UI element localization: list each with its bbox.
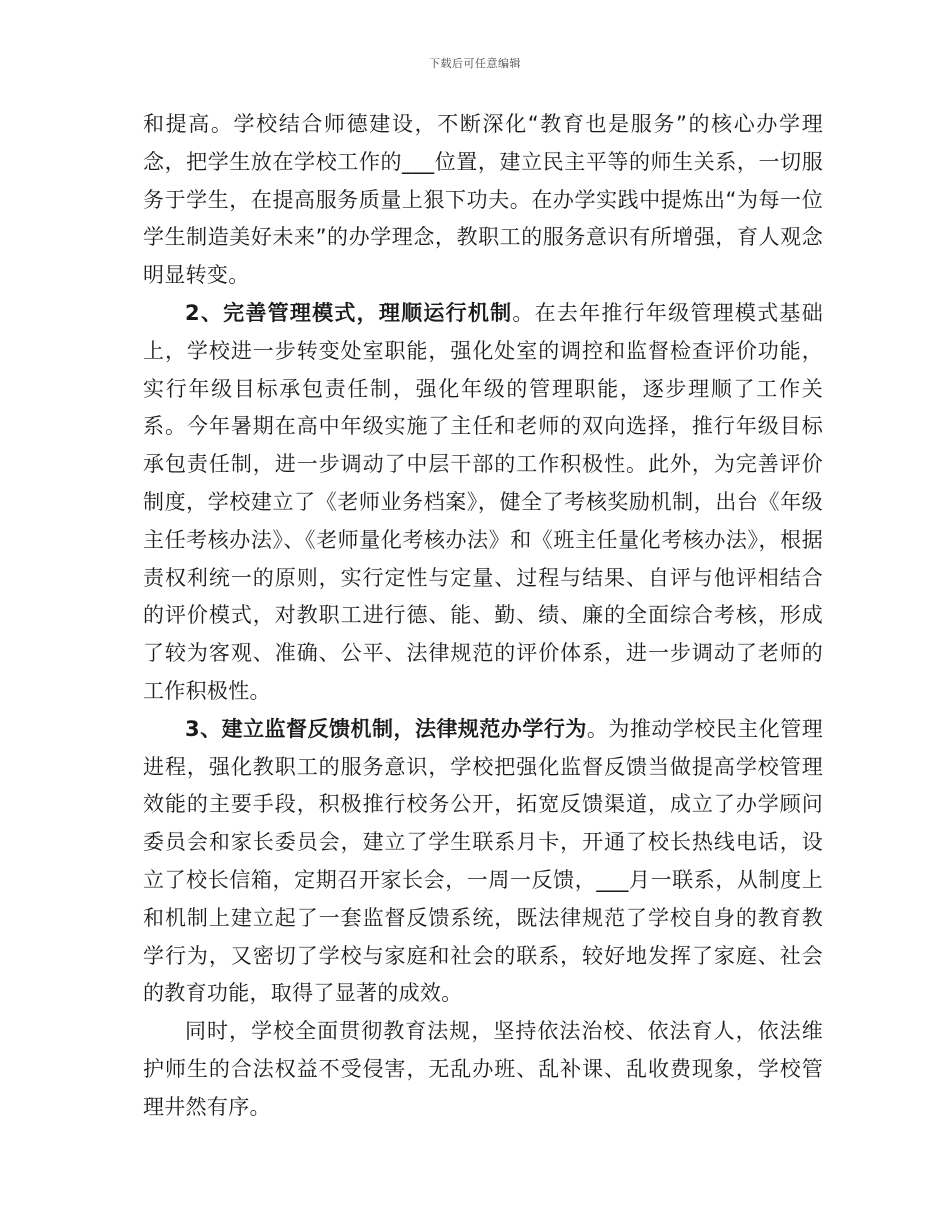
paragraph-text: 和提高。学校结合师德建设，不断深化“教育也是服务”的核心办学理念，把学生放在学校工作的___位置，建立民主平等的师生关系，一切服务于学生，在提高服务质量上狠下功夫。在办学实践中提炼出“为每一位学生制造美好未来”的办学理念，教职工的服务意识有所增强，育人观念明显转变。	[143, 112, 823, 288]
paragraph-text: 同时，学校全面贯彻教育法规，坚持依法治校、依法育人，依法维护师生的合法权益不受侵害，无乱办班、乱补课、乱收费现象，学校管理井然有序。	[143, 1019, 823, 1119]
paragraph-heading: 3、建立监督反馈机制，法律规范办学行为	[185, 716, 587, 741]
paragraph-rule-of-law	[143, 1013, 823, 1126]
paragraph-text: 。在去年推行年级管理模式基础上，学校进一步转变处室职能，强化处室的调控和监督检查评价功能，实行年级目标承包责任制，强化年级的管理职能，逐步理顺了工作关系。今年暑期在高中年级实施了主任和老师的双向选择，推行年级目标承包责任制，进一步调动了中层干部的工作积极性。此外，为完善评价制度，学校建立了《老师业务档案》，健全了考核奖励机制，出台《年级主任考核办法》、《老师量化考核办法》和《班主任量化考核办法》，根据责权利统一的原则，实行定性与定量、过程与结果、自评与他评相结合的评价模式，对教职工进行德、能、勤、绩、廉的全面综合考核，形成了较为客观、准确、公平、法律规范的评价体系，进一步调动了老师的工作积极性。	[143, 300, 823, 703]
paragraph-management-model	[143, 295, 823, 711]
paragraph-text: 。为推动学校民主化管理进程，强化教职工的服务意识，学校把强化监督反馈当做提高学校管理效能的主要手段，积极推行校务公开，拓宽反馈渠道，成立了办学顾问委员会和家长委员会，建立了学生联系月卡，开通了校长热线电话，设立了校长信箱，定期召开家长会，一周一反馈，___月一联系，从制度上和机制上建立起了一套监督反馈系统，既法律规范了学校自身的教育教学行为，又密切了学校与家庭和社会的联系，较好地发挥了家庭、社会的教育功能，取得了显著的成效。	[143, 716, 823, 1006]
paragraph-continuation	[143, 106, 823, 295]
page-header: 下载后可任意编辑	[429, 57, 521, 70]
paragraph-heading: 2、完善管理模式，理顺运行机制	[185, 300, 513, 325]
document-body	[143, 106, 823, 1127]
paragraph-supervision-feedback	[143, 711, 823, 1013]
